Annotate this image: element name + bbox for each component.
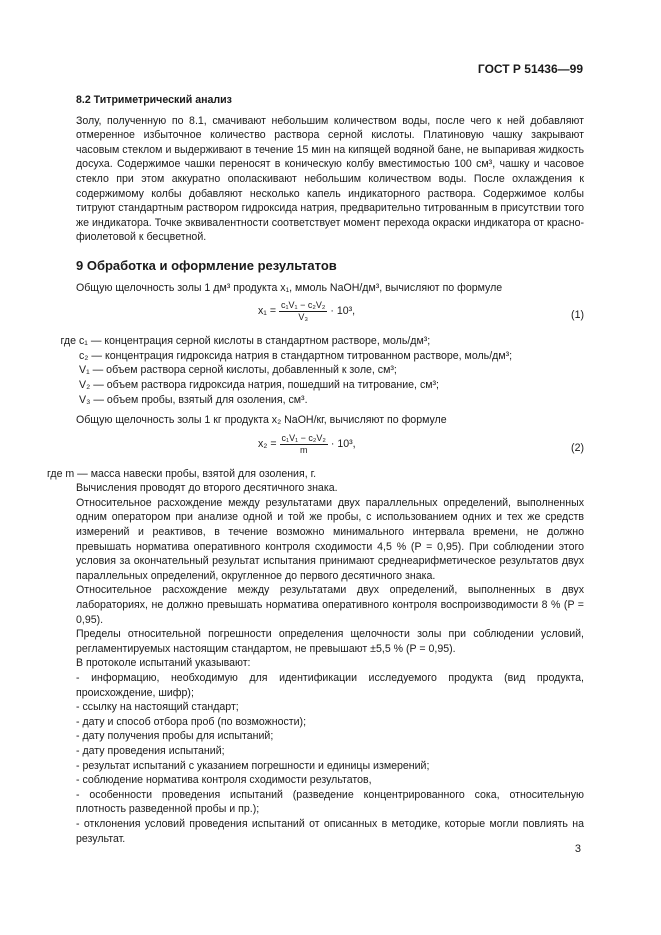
list-item: - дату и способ отбора проб (по возможности); <box>76 715 307 728</box>
page-content <box>47 93 584 846</box>
paragraph: Относительное расхождение между результатами двух определений, выполненных в двух лабораториях, не должно превышать норматива оперативного контроля воспроизводимости 8 % (P = 0,95). <box>76 584 584 626</box>
definition-row <box>45 393 584 408</box>
page-number: 3 <box>574 843 581 855</box>
definition-symbol: V₃ <box>79 393 91 406</box>
paragraph: Вычисления проводят до второго десятичного знака. <box>76 482 338 495</box>
definition-text: — концентрация серной кислоты в стандартном растворе, моль/дм³; <box>90 335 431 348</box>
formula-1-denominator: V₃ <box>298 312 309 323</box>
definition-row <box>45 378 584 393</box>
definition-prefix: где <box>60 335 76 348</box>
definition-row <box>45 334 584 349</box>
list-item: - информацию, необходимую для идентификации исследуемого продукта (вид продукта, происхождение, шифр); <box>76 672 584 699</box>
standard-code: ГОСТ Р 51436—99 <box>477 62 583 76</box>
list-item: - дату получения пробы для испытаний; <box>76 730 274 743</box>
list-item: - дату проведения испытаний; <box>76 744 225 757</box>
section-9-title: 9 Обработка и оформление результатов <box>76 257 337 273</box>
definition-text: — объем раствора гидроксида натрия, пошедший на титрование, см³; <box>93 378 439 391</box>
formula-2-numerator: c₁V₁ − c₂V₂ <box>281 432 326 443</box>
definition-symbol: V₂ <box>79 378 91 391</box>
paragraph: Пределы относительной погрешности определения щелочности золы при соблюдении условий, регламентируемых настоящим стандартом, не превышают ±5,5 % (P = 0,95). <box>76 628 584 655</box>
definition-text: — концентрация гидроксида натрия в стандартном титрованном растворе, моль/дм³; <box>91 349 513 362</box>
section-8-2-title: 8.2 Титриметрический анализ <box>76 94 232 106</box>
formula-2-denominator: m <box>299 444 308 455</box>
formula-1-tail: · 10³, <box>330 305 356 318</box>
formula-2-number: (2) <box>571 441 584 454</box>
paragraph: Относительное расхождение между результатами двух параллельных определений, выполненных одним оператором при анализе одной и той же пробы, с использованием одних и тех же средств измерений и реактивов, в течение возможно минимального интервала времени, не должно превышать норматива оперативного контроля сходимости 4,5 % (P = 0,95). При соблюдении этого условия за окончательный результат испытания принимают среднеарифметическое результатов двух параллельных определений, округленное до первого десятичного знака. <box>76 496 584 582</box>
paragraph: В протоколе испытаний указывают: <box>76 657 251 670</box>
list-item: - ссылку на настоящий стандарт; <box>76 701 239 714</box>
definition-prefix <box>45 393 79 408</box>
list-item: - соблюдение норматива контроля сходимости результатов, <box>76 774 372 787</box>
formula-1-lhs: x₁ = <box>258 305 277 318</box>
list-item: - отклонения условий проведения испытаний от описанных в методике, которые могли повлиять на результат. <box>76 817 584 845</box>
definition-row <box>45 349 584 364</box>
section-8-2-body: Золу, полученную по 8.1, смачивают небольшим количеством воды, после чего к ней добавляют отмеренное избыточное количество раствора серной кислоты. Платиновую чашку закрывают часовым стеклом и выдерживают в течение 15 мин на кипящей водяной бане, не выпаривая жидкость досуха. Содержимое чашки переносят в коническую колбу вместимостью 100 см³, чашку и часовое стекло при этом аккуратно ополаскивают небольшим количеством воды. После охлаждения к содержимому колбы добавляют несколько капель индикаторного раствора. Содержимое колбы титруют стандартным раствором гидроксида натрия, предварительно титрованным в присутствии того же индикатора. Точке эквивалентности соответствует момент перехода окраски индикатора от красно-фиолетовой к бесцветной. <box>76 114 584 244</box>
formula-2 <box>76 431 584 463</box>
list-item: - результат испытаний с указанием погрешности и единицы измерений; <box>76 759 430 772</box>
definition-prefix <box>45 349 79 364</box>
definition-symbol: V₁ <box>79 364 90 377</box>
definition-row <box>45 363 584 378</box>
definition-prefix <box>45 378 79 393</box>
formula-1-intro: Общую щелочность золы 1 дм³ продукта x₁, ммоль NaOH/дм³, вычисляют по формуле <box>76 281 503 294</box>
formula-1 <box>76 298 584 330</box>
formula-1-number: (1) <box>571 309 584 322</box>
definition-prefix <box>45 363 79 378</box>
definition-text: — объем раствора серной кислоты, добавленный к золе, см³; <box>92 364 397 377</box>
list-item: - особенности проведения испытаний (разведение концентрированного сока, относительную плотность разведенной пробы и пр.); <box>76 788 584 816</box>
formula-1-fraction <box>279 300 327 323</box>
formula-2-intro: Общую щелочность золы 1 кг продукта x₂ NaOH/кг, вычисляют по формуле <box>76 414 447 427</box>
definition-symbol: c₂ <box>79 349 89 362</box>
definition-m: где m — масса навески пробы, взятой для озоления, г. <box>47 467 317 480</box>
formula-1-numerator: c₁V₁ − c₂V₂ <box>281 300 326 311</box>
definition-symbol: c₁ <box>79 335 88 348</box>
variable-definitions <box>45 334 584 407</box>
definition-text: — объем пробы, взятый для озоления, см³. <box>93 393 308 406</box>
formula-2-tail: · 10³, <box>330 437 356 450</box>
formula-2-fraction <box>280 433 328 456</box>
formula-2-lhs: x₂ = <box>258 437 277 450</box>
